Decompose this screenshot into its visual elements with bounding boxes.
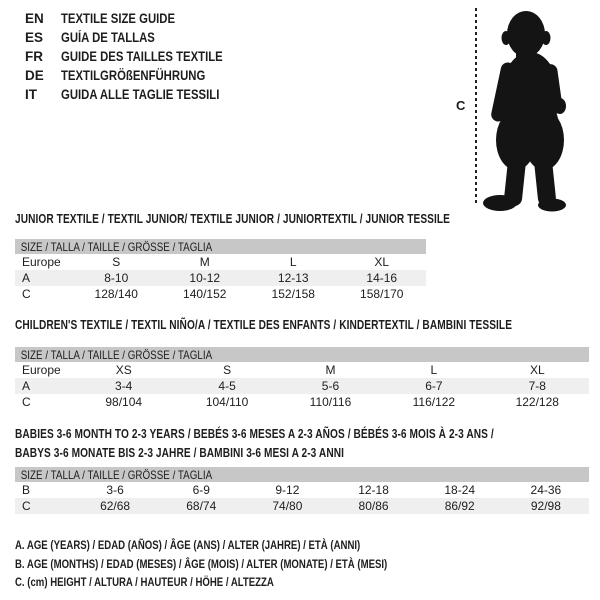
language-title: GUIDE DES TAILLES TEXTILE bbox=[61, 49, 223, 64]
size-cell: XL bbox=[529, 363, 545, 377]
language-title: GUÍA DE TALLAS bbox=[61, 30, 155, 45]
size-cell: 86/92 bbox=[417, 498, 503, 514]
row-label: C bbox=[15, 498, 72, 514]
size-cell: 9-12 bbox=[275, 483, 300, 497]
size-cell: 92/98 bbox=[503, 498, 589, 514]
size-cell: 8-10 bbox=[72, 270, 161, 286]
size-cell: 3-4 bbox=[72, 378, 175, 394]
footnote-legend bbox=[15, 536, 480, 592]
size-cell: 12-18 bbox=[358, 483, 389, 497]
size-header-label: SIZE / TALLA / TAILLE / GRÖSSE / TAGLIA bbox=[20, 467, 213, 482]
size-cell: 6-7 bbox=[382, 378, 485, 394]
row-label: Europe bbox=[22, 363, 61, 377]
language-row bbox=[25, 85, 254, 104]
section-childrens-textile bbox=[15, 318, 600, 410]
size-header-cell bbox=[15, 347, 589, 362]
section-title-line: BABYS 3-6 MONATE BIS 2-3 JAHRE / BAMBINI 3-6 MESI A 2-3 ANNI bbox=[15, 445, 345, 460]
row-label: A bbox=[15, 378, 72, 394]
size-cell: M bbox=[199, 255, 210, 269]
table-row bbox=[15, 286, 426, 302]
size-table bbox=[15, 467, 589, 514]
table-row bbox=[15, 482, 589, 498]
size-cell: 110/116 bbox=[309, 395, 352, 409]
language-list bbox=[25, 9, 254, 104]
language-code: ES bbox=[25, 30, 44, 45]
language-row bbox=[25, 66, 254, 85]
size-cell: 62/68 bbox=[72, 498, 158, 514]
size-table bbox=[15, 239, 426, 302]
baby-silhouette-icon bbox=[478, 2, 598, 214]
size-cell: 68/74 bbox=[158, 498, 244, 514]
size-cell: 7-8 bbox=[486, 378, 589, 394]
size-cell: 122/128 bbox=[515, 395, 559, 409]
language-row bbox=[25, 9, 254, 28]
size-header-cell bbox=[15, 467, 589, 482]
table-row bbox=[15, 498, 589, 514]
footnote: B. AGE (MONTHS) / EDAD (MESES) / ÂGE (MOIS) / ALTER (MONATE) / ETÀ (MESI) bbox=[15, 556, 388, 571]
size-cell: 152/158 bbox=[271, 287, 315, 301]
size-cell: 14-16 bbox=[338, 270, 427, 286]
table-row bbox=[15, 394, 589, 410]
size-cell: XL bbox=[374, 255, 390, 269]
row-label: C bbox=[22, 395, 31, 409]
size-cell: 98/104 bbox=[105, 395, 143, 409]
size-cell: 158/170 bbox=[360, 287, 404, 301]
section-title-line: JUNIOR TEXTILE / TEXTIL JUNIOR/ TEXTILE JUNIOR / JUNIORTEXTIL / JUNIOR TESSILE bbox=[15, 211, 451, 226]
size-cell: 80/86 bbox=[330, 498, 416, 514]
size-cell: 6-9 bbox=[192, 483, 210, 497]
language-code: DE bbox=[25, 68, 44, 83]
size-cell: 5-6 bbox=[279, 378, 382, 394]
language-code: EN bbox=[25, 11, 44, 26]
size-header-label: SIZE / TALLA / TAILLE / GRÖSSE / TAGLIA bbox=[20, 239, 213, 254]
size-cell: M bbox=[325, 363, 336, 377]
row-label: B bbox=[22, 483, 31, 497]
size-header-label: SIZE / TALLA / TAILLE / GRÖSSE / TAGLIA bbox=[20, 347, 213, 362]
table-row bbox=[15, 378, 589, 394]
section-junior-textile bbox=[15, 212, 573, 302]
size-cell: L bbox=[430, 363, 438, 377]
measure-label-c: C bbox=[456, 98, 466, 113]
size-header-row bbox=[15, 347, 589, 362]
language-code: FR bbox=[25, 49, 43, 64]
size-header-row bbox=[15, 467, 589, 482]
language-code: IT bbox=[25, 87, 37, 102]
size-cell: 74/80 bbox=[244, 498, 330, 514]
height-figure bbox=[450, 0, 600, 215]
size-cell: XS bbox=[115, 363, 132, 377]
row-label: A bbox=[15, 270, 72, 286]
size-cell: 12-13 bbox=[249, 270, 338, 286]
section-title-line: CHILDREN'S TEXTILE / TEXTIL NIÑO/A / TEXTILE DES ENFANTS / KINDERTEXTIL / BAMBINI TESSILE bbox=[15, 317, 513, 332]
table-row bbox=[15, 362, 589, 378]
size-cell: 3-6 bbox=[106, 483, 124, 497]
size-header-row bbox=[15, 239, 426, 254]
table-row bbox=[15, 254, 426, 270]
section-title bbox=[15, 212, 573, 226]
language-row bbox=[25, 47, 254, 66]
row-label: C bbox=[22, 287, 31, 301]
footnote: A. AGE (YEARS) / EDAD (AÑOS) / ÂGE (ANS) / ALTER (JAHRE) / ETÀ (ANNI) bbox=[15, 538, 361, 552]
size-cell: 104/110 bbox=[205, 395, 249, 409]
section-babies-textile bbox=[15, 424, 600, 514]
language-row bbox=[25, 28, 254, 47]
size-cell: 24-36 bbox=[530, 483, 562, 497]
size-header-cell bbox=[15, 239, 426, 254]
size-cell: 116/122 bbox=[412, 395, 456, 409]
size-cell: S bbox=[112, 255, 121, 269]
section-title bbox=[15, 424, 600, 462]
size-cell: 18-24 bbox=[444, 483, 476, 497]
size-cell: 140/152 bbox=[183, 287, 227, 301]
section-title bbox=[15, 318, 600, 332]
size-cell: 10-12 bbox=[161, 270, 250, 286]
language-title: GUIDA ALLE TAGLIE TESSILI bbox=[61, 87, 220, 102]
size-cell: 128/140 bbox=[94, 287, 138, 301]
size-table bbox=[15, 347, 589, 410]
height-measure-dashed-line bbox=[475, 8, 477, 206]
size-cell: S bbox=[223, 363, 232, 377]
language-title: TEXTILE SIZE GUIDE bbox=[61, 11, 176, 26]
size-cell: 4-5 bbox=[175, 378, 278, 394]
table-row bbox=[15, 270, 426, 286]
footnote: C. (cm) HEIGHT / ALTURA / HAUTEUR / HÖHE / ALTEZZA bbox=[15, 575, 274, 589]
language-title: TEXTILGRÖßENFÜHRUNG bbox=[61, 68, 206, 83]
size-cell: L bbox=[289, 255, 297, 269]
section-title-line: BABIES 3-6 MONTH TO 2-3 YEARS / BEBÉS 3-6 MESES A 2-3 AÑOS / BÉBÉS 3-6 MOIS À 2-3 ANS / bbox=[15, 426, 494, 441]
row-label: Europe bbox=[22, 255, 61, 269]
